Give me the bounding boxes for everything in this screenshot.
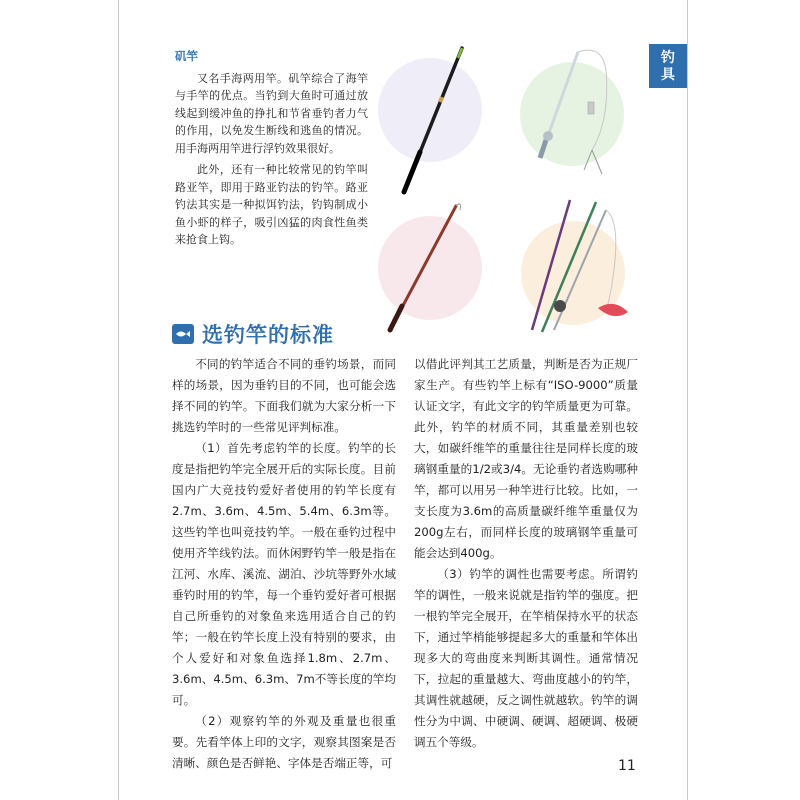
body-column-left: [172, 354, 396, 774]
circle-green: [520, 62, 624, 166]
section-heading: [172, 318, 334, 350]
circle-pink: [378, 216, 482, 320]
page-right-margin-line: [687, 0, 688, 800]
intro-paragraph-1: 又名手海两用竿。矶竿综合了海竿与手竿的优点。当钓到大鱼时可通过放线起到缓冲鱼的挣扎和节省垂钓者力气的作用，以免发生断线和逃鱼的情况。用手海两用竿进行浮钓效果很好。: [175, 71, 368, 155]
page-left-margin-line: [118, 0, 119, 800]
side-tab: [649, 44, 687, 88]
left-paragraph-2: （1）首先考虑钓竿的长度。钓竿的长度是指把钓竿完全展开后的实际长度。目前国内广大竞技钓爱好者使用的钓竿长度有2.7m、3.6m、4.5m、5.4m、6.3m等。这些钓竿也叫竞技钓竿。一般在垂钓过程中使用齐竿线钓法。而休闲野钓竿一般是指在江河、水库、溪流、湖泊、沙坑等野外水域垂钓时用的钓竿，每一个垂钓爱好者可根据自己所垂钓的对象鱼来选用适合自己的钓竿；一般在钓竿长度上没有特别的要求，由个人爱好和对象鱼选择1.8m、2.7m、3.6m、4.5m、6.3m、7m不等长度的竿均可。: [172, 441, 396, 707]
intro-paragraph-2: 此外，还有一种比较常见的钓竿叫路亚竿，即用于路亚钓法的钓竿。路亚钓法其实是一种拟饵钓法，钓钩制成小鱼小虾的样子，吸引凶猛的肉食性鱼类来抢食上钩。: [175, 163, 368, 246]
side-tab-char-1: 钓: [661, 50, 675, 66]
fish-icon: [172, 324, 194, 344]
left-paragraph-3: （2）观察钓竿的外观及重量也很重要。先看竿体上印的文字，观察其图案是否清晰、颜色是否鲜艳、字体是否端正等，可: [172, 714, 396, 770]
left-paragraph-1: 不同的钓竿适合不同的垂钓场景，而同样的场景，因为垂钓目的不同，也可能会选择不同的钓竿。下面我们就为大家分析一下挑选钓竿时的一些常见评判标准。: [172, 357, 396, 434]
fishing-rod-illustrations: [370, 40, 650, 340]
page-number: 11: [618, 758, 636, 774]
body-column-right: [414, 354, 638, 753]
intro-block: [175, 48, 368, 253]
side-tab-char-2: 具: [661, 67, 675, 83]
section-title: 选钓竿的标准: [202, 322, 334, 347]
intro-subheading: 矶竿: [175, 49, 198, 63]
right-paragraph-1: 以借此评判其工艺质量，判断是否为正规厂家生产。有些钓竿上标有“ISO-9000”质量认证文字，有此文字的钓竿质量更为可靠。此外，钓竿的材质不同，其重量差别也较大，如碳纤维竿的重量往往是同样长度的玻璃钢重量的1/2或3/4。无论垂钓者选购哪种竿，都可以用另一种竿进行比较。比如，一支长度为3.6m的高质量碳纤维竿重量仅为200g左右，而同样长度的玻璃钢竿重量可能会达到400g。: [414, 357, 638, 560]
circle-lavender: [378, 58, 482, 162]
right-paragraph-2: （3）钓竿的调性也需要考虑。所谓钓竿的调性，一般来说就是指钓竿的强度。把一根钓竿完全展开，在竿梢保持水平的状态下，通过竿梢能够提起多大的重量和竿体出现多大的弯曲度来判断其调性。通常情况下，拉起的重量越大、弯曲度越小的钓竿，其调性就越硬，反之调性就越软。钓竿的调性分为中调、中硬调、硬调、超硬调、极硬调五个等级。: [414, 567, 638, 749]
